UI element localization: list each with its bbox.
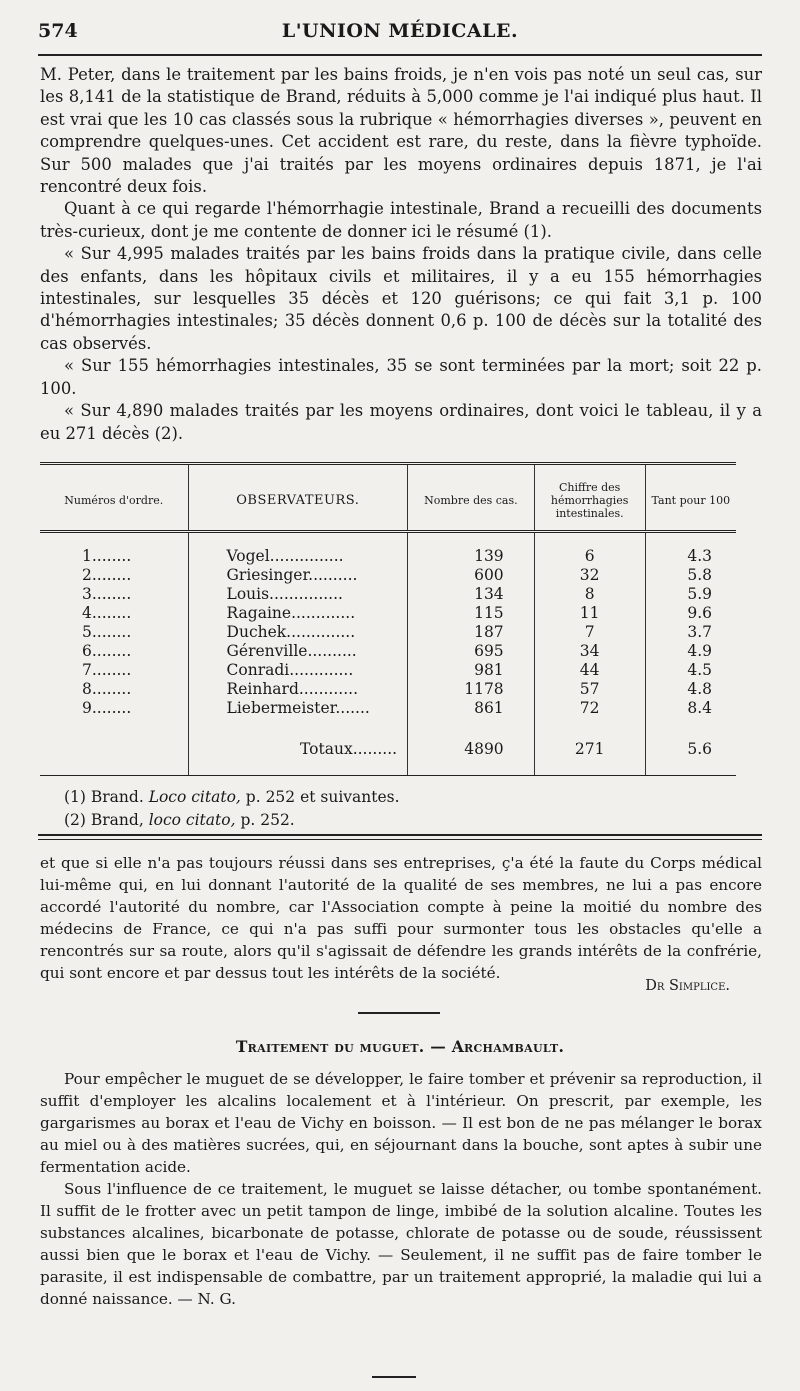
totals-hemorrhages: 271 [534, 730, 645, 776]
row-percent: 9.6 [645, 604, 736, 623]
row-observer: Reinhard............ [188, 680, 408, 699]
table-row [40, 642, 736, 661]
row-cases: 187 [408, 623, 535, 642]
row-cases: 139 [408, 532, 535, 567]
paragraph-moyens-ordinaires: « Sur 4,890 malades traités par les moyens ordinaires, dont voici le tableau, il y a eu 271 décès (2). [40, 401, 762, 443]
footnotes [64, 786, 400, 832]
header-rule [38, 54, 762, 56]
row-cases: 1178 [408, 680, 535, 699]
paragraph-hemorrhagies: « Sur 155 hémorrhagies intestinales, 35 se sont terminées par la mort; soit 22 p. 100. [40, 356, 762, 398]
row-percent: 5.9 [645, 585, 736, 604]
row-number: 7........ [82, 661, 132, 679]
row-observer: Duchek.............. [188, 623, 408, 642]
top-text [40, 64, 762, 445]
paragraph-brand: Quant à ce qui regarde l'hémorrhagie intestinale, Brand a recueilli des documents très-curieux, dont je me contente de donner ici le résumé (1). [40, 199, 762, 241]
row-number: 2........ [82, 566, 132, 584]
row-number: 4........ [82, 604, 132, 622]
row-hemorrhages: 7 [534, 623, 645, 642]
table-row [40, 566, 736, 585]
row-observer: Griesinger.......... [188, 566, 408, 585]
header-numeros: Numéros d'ordre. [40, 464, 188, 532]
table-row [40, 661, 736, 680]
row-cases: 115 [408, 604, 535, 623]
row-hemorrhages: 44 [534, 661, 645, 680]
paragraph-bains-froids: « Sur 4,995 malades traités par les bains froids dans la pratique civile, dans celle des enfants, dans les hôpitaux civils et militaires, il y a eu 155 hémorrhagies intestinales, sur lesquelles 35 décès et 120 guérisons; ce qui fait 3,1 p. 100 d'hémorrhagies intestinales; 35 décès donnent 0,6 p. 100 de décès sur la totalité des cas observés. [40, 244, 762, 353]
row-observer: Gérenville.......... [188, 642, 408, 661]
row-percent: 5.8 [645, 566, 736, 585]
table-row [40, 680, 736, 699]
row-cases: 134 [408, 585, 535, 604]
row-cases: 695 [408, 642, 535, 661]
journal-title: L'UNION MÉDICALE. [281, 20, 519, 42]
table-row [40, 585, 736, 604]
row-observer: Conradi............. [188, 661, 408, 680]
row-cases: 981 [408, 661, 535, 680]
middle-text [40, 852, 762, 984]
separator-rule-thin [38, 839, 762, 840]
page-number: 574 [38, 20, 78, 42]
row-hemorrhages: 72 [534, 699, 645, 730]
row-hemorrhages: 6 [534, 532, 645, 567]
row-percent: 4.9 [645, 642, 736, 661]
row-hemorrhages: 57 [534, 680, 645, 699]
header-chiffre: Chiffre des hémorrhagies intestinales. [534, 464, 645, 532]
row-percent: 4.5 [645, 661, 736, 680]
row-hemorrhages: 34 [534, 642, 645, 661]
row-observer: Louis............... [188, 585, 408, 604]
footnote-2 [64, 809, 400, 832]
row-number: 1........ [82, 547, 132, 565]
row-hemorrhages: 11 [534, 604, 645, 623]
paragraph-peter: M. Peter, dans le traitement par les bains froids, je n'en vois pas noté un seul cas, sur les 8,141 de la statistique de Brand, réduits à 5,000 comme je l'ai indiqué plus haut. Il est vrai que les 10 cas classés sous la rubrique « hémorrhagies diverses », peuvent en comprendre quelques-unes. Cet accident est rare, du reste, dans la fièvre typhoïde. Sur 500 malades que j'ai traités par les moyens ordinaires depuis 1871, je l'ai rencontré deux fois. [40, 65, 762, 197]
paragraph-muguet: Pour empêcher le muguet de se développer, le faire tomber et prévenir sa reproduction, il suffit d'employer les alcalins localement et à l'intérieur. On prescrit, par exemple, les gargarismes au borax et l'eau de Vichy en boisson. — Il est bon de ne pas mélanger le borax au miel ou à des matières sucrées, qui, en séjournant dans la bouche, sont aptes à subir une fermentation acide. [40, 1070, 762, 1176]
bottom-text [40, 1068, 762, 1310]
row-observer: Vogel............... [188, 532, 408, 567]
header-tant: Tant pour 100 [645, 464, 736, 532]
row-hemorrhages: 8 [534, 585, 645, 604]
end-rule [372, 1376, 416, 1378]
header-nombre: Nombre des cas. [408, 464, 535, 532]
footnote-text: (1) Brand. [64, 788, 149, 806]
row-number: 6........ [82, 642, 132, 660]
footnote-text: p. 252. [235, 811, 295, 829]
row-observer: Liebermeister....... [188, 699, 408, 730]
table-row [40, 604, 736, 623]
separator-rule [38, 834, 762, 836]
row-number: 5........ [82, 623, 132, 641]
page-header [38, 20, 762, 46]
footnote-text: (2) Brand, [64, 811, 149, 829]
footnote-italic: loco citato, [148, 811, 236, 829]
totals-label: Totaux......... [188, 730, 408, 776]
paragraph-association: et que si elle n'a pas toujours réussi dans ses entreprises, ç'a été la faute du Corps médical lui-même qui, en lui donnant l'autorité de la qualité de ses membres, ne lui a pas encore accordé l'autorité du nombre, car l'Association compte à peine la moitié du nombre des médecins de France, ce qui n'a pas suffi pour surmonter tous les obstacles qu'elle a rencontrés sur sa route, alors qu'il s'agissait de défendre les grands intérêts de la confrérie, qui sont encore et par dessus tout les intérêts de la société. [40, 854, 762, 982]
header-observateurs: OBSERVATEURS. [188, 464, 408, 532]
signature: Dr Simplice. [645, 978, 730, 994]
table-row [40, 623, 736, 642]
footnote-italic: Loco citato, [148, 788, 241, 806]
short-rule [358, 1012, 440, 1014]
footnote-text: p. 252 et suivantes. [240, 788, 400, 806]
row-cases: 600 [408, 566, 535, 585]
section-title: Traitement du muguet. — Archambault. [235, 1037, 565, 1056]
totals-cases: 4890 [408, 730, 535, 776]
totals-percent: 5.6 [645, 730, 736, 776]
footnote-1 [64, 786, 400, 809]
row-observer: Ragaine............. [188, 604, 408, 623]
row-percent: 3.7 [645, 623, 736, 642]
row-cases: 861 [408, 699, 535, 730]
row-number: 9........ [82, 699, 132, 717]
row-number: 3........ [82, 585, 132, 603]
row-number: 8........ [82, 680, 132, 698]
totals-spacer [40, 730, 188, 776]
row-percent: 4.3 [645, 532, 736, 567]
table-row [40, 532, 736, 567]
paragraph-traitement: Sous l'influence de ce traitement, le muguet se laisse détacher, ou tombe spontanément. Il suffit de le frotter avec un petit tampon de linge, imbibé de la solution alcaline. Toutes les substances alcalines, bicarbonate de potasse, chlorate de potasse ou de soude, réussissent aussi bien que le borax et l'eau de Vichy. — Seulement, il ne suffit pas de faire tomber le parasite, il est indispensable de combattre, par un traitement approprié, la maladie qui lui a donné naissance. — N. G. [40, 1180, 762, 1308]
row-percent: 4.8 [645, 680, 736, 699]
table-row [40, 699, 736, 730]
row-hemorrhages: 32 [534, 566, 645, 585]
row-percent: 8.4 [645, 699, 736, 730]
statistics-table [40, 462, 736, 776]
totals-row [40, 730, 736, 776]
